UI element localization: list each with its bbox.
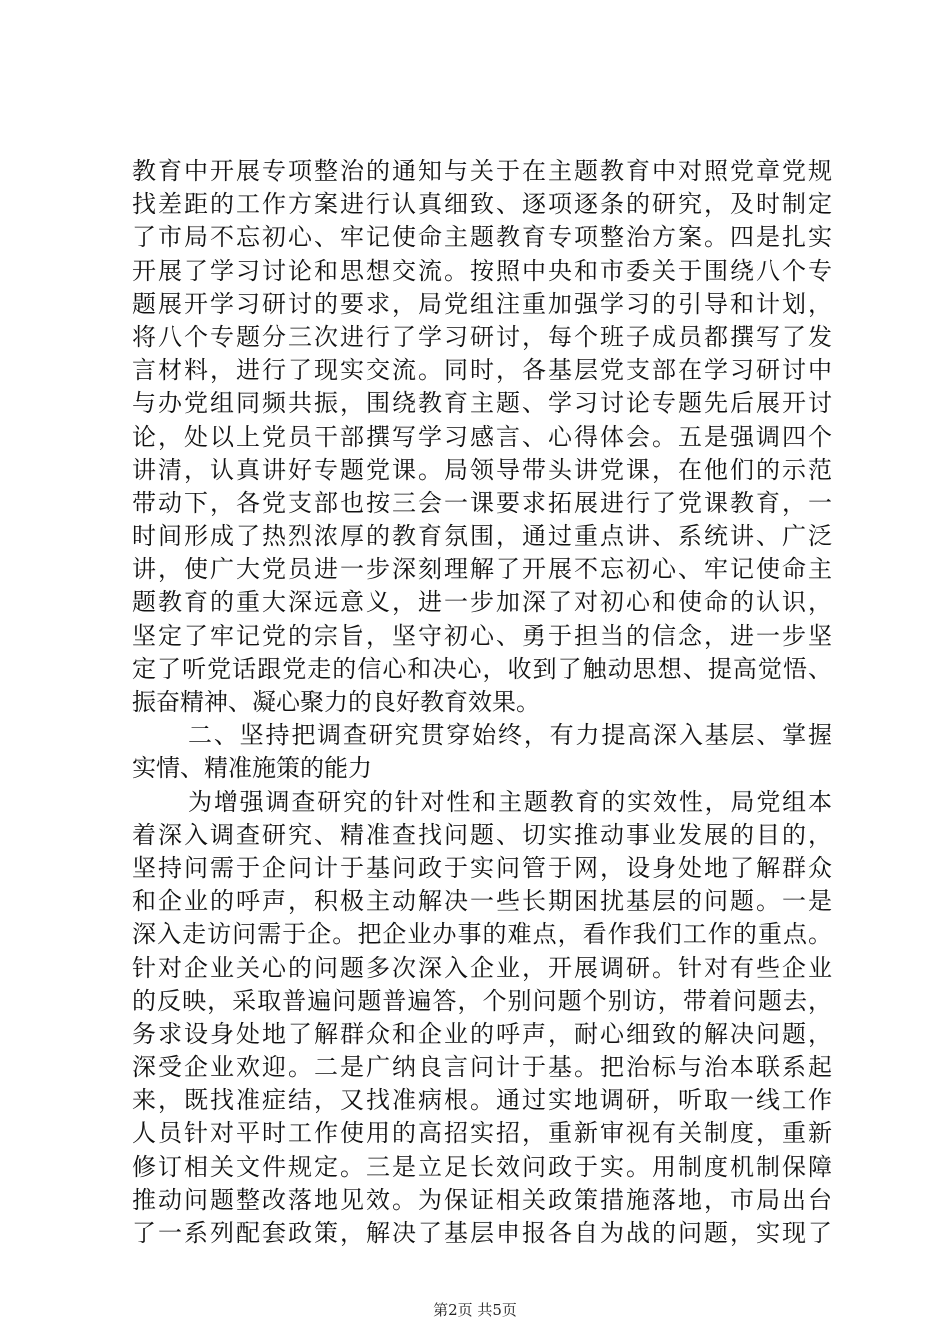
text-line: 务求设身处地了解群众和企业的呼声，耐心细致的解决问题， (132, 1019, 832, 1048)
text-line: 振奋精神、凝心聚力的良好教育效果。 (132, 688, 540, 716)
text-line: 定了听党话跟党走的信心和决心，收到了触动思想、提高觉悟、 (132, 654, 832, 683)
text-line: 和企业的呼声，积极主动解决一些长期困扰基层的问题。一是 (132, 887, 832, 916)
text-line: 言材料，进行了现实交流。同时，各基层党支部在学习研讨中 (132, 356, 832, 385)
text-line: 讲，使广大党员进一步深刻理解了开展不忘初心、牢记使命主 (132, 555, 832, 584)
page-footer (0, 1300, 950, 1320)
text-line: 为增强调查研究的针对性和主题教育的实效性，局党组本 (188, 787, 832, 816)
text-line: 了一系列配套政策，解决了基层申报各自为战的问题，实现了 (132, 1219, 832, 1247)
document-body (132, 155, 832, 1250)
text-line: 带动下，各党支部也按三会一课要求拓展进行了党课教育，一 (132, 488, 832, 517)
text-line: 教育中开展专项整治的通知与关于在主题教育中对照党章党规 (132, 157, 832, 185)
text-line: 坚持问需于企问计于基问政于实问管于网，设身处地了解群众 (132, 853, 832, 882)
text-line: 开展了学习讨论和思想交流。按照中央和市委关于围绕八个专 (132, 256, 832, 285)
text-line: 论，处以上党员干部撰写学习感言、心得体会。五是强调四个 (132, 422, 832, 451)
text-line: 深受企业欢迎。二是广纳良言问计于基。把治标与治本联系起 (132, 1053, 832, 1082)
text-line: 了市局不忘初心、牢记使命主题教育专项整治方案。四是扎实 (132, 223, 832, 252)
text-line: 题教育的重大深远意义，进一步加深了对初心和使命的认识， (132, 588, 832, 617)
text-line: 实情、精准施策的能力 (132, 754, 372, 783)
text-line: 找差距的工作方案进行认真细致、逐项逐条的研究，及时制定 (132, 190, 832, 219)
text-line: 着深入调查研究、精准查找问题、切实推动事业发展的目的， (132, 820, 832, 849)
text-line: 二、坚持把调查研究贯穿始终，有力提高深入基层、掌握 (188, 721, 832, 750)
text-line: 将八个专题分三次进行了学习研讨，每个班子成员都撰写了发 (132, 322, 832, 351)
text-line: 与办党组同频共振，围绕教育主题、学习讨论专题先后展开讨 (132, 389, 832, 418)
text-line: 讲清，认真讲好专题党课。局领导带头讲党课，在他们的示范 (132, 455, 832, 484)
text-line: 修订相关文件规定。三是立足长效问政于实。用制度机制保障 (132, 1152, 832, 1181)
text-line: 推动问题整改落地见效。为保证相关政策措施落地，市局出台 (132, 1185, 832, 1214)
text-line: 的反映，采取普遍问题普遍答，个别问题个别访，带着问题去， (132, 986, 832, 1015)
text-line: 坚定了牢记党的宗旨，坚守初心、勇于担当的信念，进一步坚 (132, 621, 832, 650)
text-line: 深入走访问需于企。把企业办事的难点，看作我们工作的重点。 (132, 920, 832, 949)
text-line: 人员针对平时工作使用的高招实招，重新审视有关制度，重新 (132, 1119, 832, 1148)
text-line: 题展开学习研讨的要求，局党组注重加强学习的引导和计划， (132, 289, 832, 318)
page-number-label: 第2页 共5页 (433, 1301, 517, 1319)
text-line: 针对企业关心的问题多次深入企业，开展调研。针对有些企业 (132, 953, 832, 982)
text-line: 来，既找准症结，又找准病根。通过实地调研，听取一线工作 (132, 1086, 832, 1115)
text-line: 时间形成了热烈浓厚的教育氛围，通过重点讲、系统讲、广泛 (132, 522, 832, 551)
